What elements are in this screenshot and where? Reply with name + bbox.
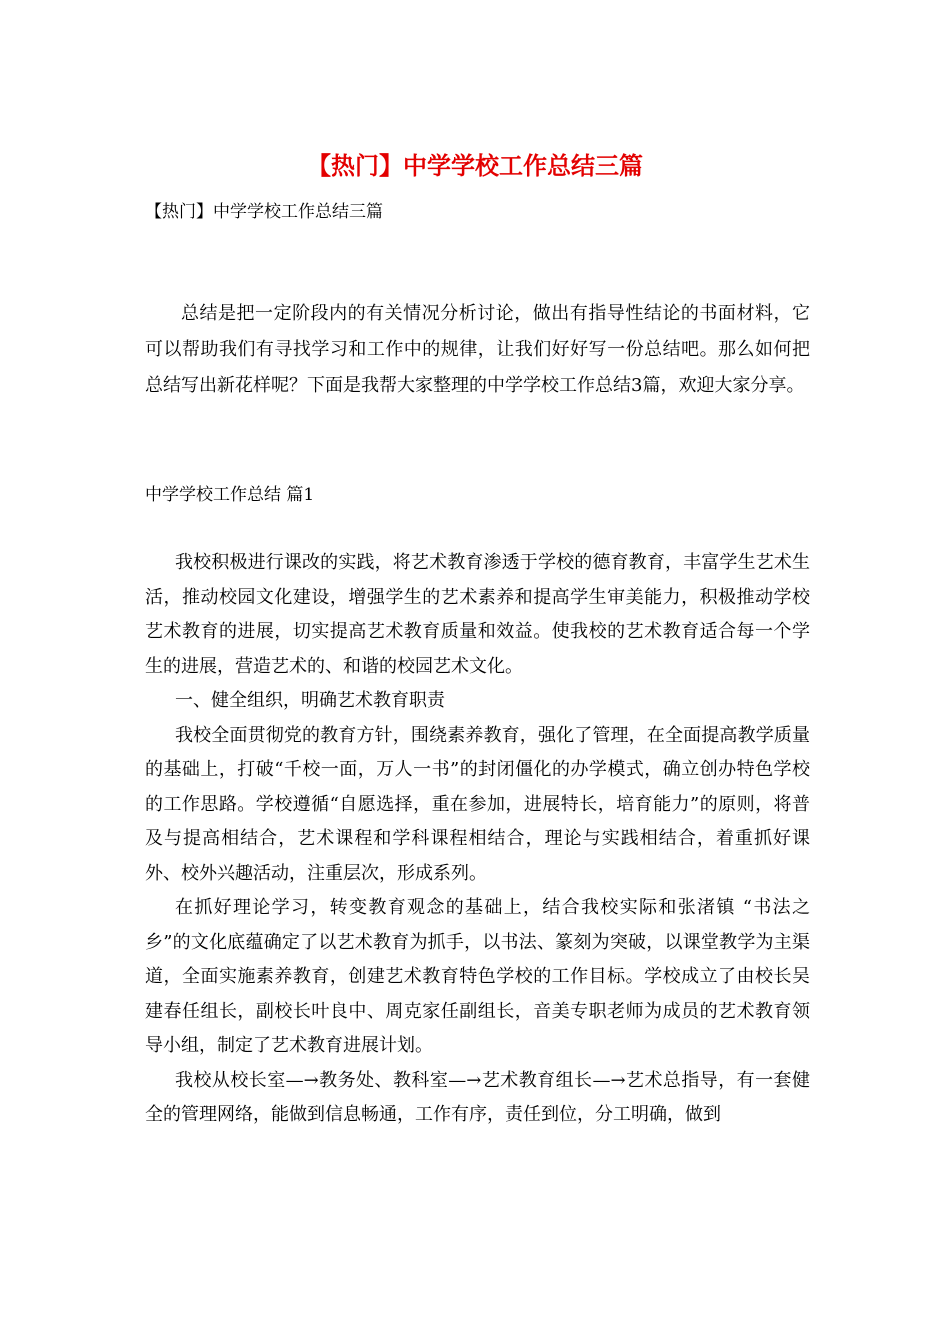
body-paragraph: 我校积极进行课改的实践，将艺术教育渗透于学校的德育教育，丰富学生艺术生活，推动校园文化建设，增强学生的艺术素养和提高学生审美能力，积极推动学校艺术教育的进展，切实提高艺术教育质量和效益。使我校的艺术教育适合每一个学生的进展，营造艺术的、和谐的校园艺术文化。 [145, 552, 810, 677]
document-subtitle: 【热门】中学学校工作总结三篇 [145, 202, 383, 222]
intro-paragraph: 总结是把一定阶段内的有关情况分析讨论，做出有指导性结论的书面材料，它可以帮助我们有寻找学习和工作中的规律，让我们好好写一份总结吧。那么如何把总结写出新花样呢？下面是我帮大家整理的中学学校工作总结3篇，欢迎大家分享。 [145, 303, 810, 396]
body-paragraph: 在抓好理论学习，转变教育观念的基础上，结合我校实际和张渚镇 “书法之乡”的文化底蕴确定了以艺术教育为抓手，以书法、篆刻为突破，以课堂教学为主渠道，全面实施素养教育，创建艺术教育特色学校的工作目标。学校成立了由校长吴建春任组长，副校长叶良中、周克家任副组长，音美专职老师为成员的艺术教育领导小组，制定了艺术教育进展计划。 [145, 897, 810, 1056]
section-heading: 中学学校工作总结 篇1 [145, 485, 315, 505]
document-body [145, 546, 810, 1133]
document-title: 【热门】中学学校工作总结三篇 [307, 151, 643, 180]
body-heading: 一、健全组织，明确艺术教育职责 [175, 690, 445, 711]
body-paragraph: 我校全面贯彻党的教育方针，围绕素养教育，强化了管理，在全面提高教学质量的基础上，打破“千校一面，万人一书”的封闭僵化的办学模式，确立创办特色学校的工作思路。学校遵循“自愿选择，重在参加，进展特长，培育能力”的原则，将普及与提高相结合，艺术课程和学科课程相结合，理论与实践相结合，着重抓好课外、校外兴趣活动，注重层次，形成系列。 [145, 724, 810, 884]
body-paragraph: 我校从校长室—→教务处、教科室—→艺术教育组长—→艺术总指导，有一套健全的管理网络，能做到信息畅通，工作有序，责任到位，分工明确，做到 [145, 1069, 810, 1125]
